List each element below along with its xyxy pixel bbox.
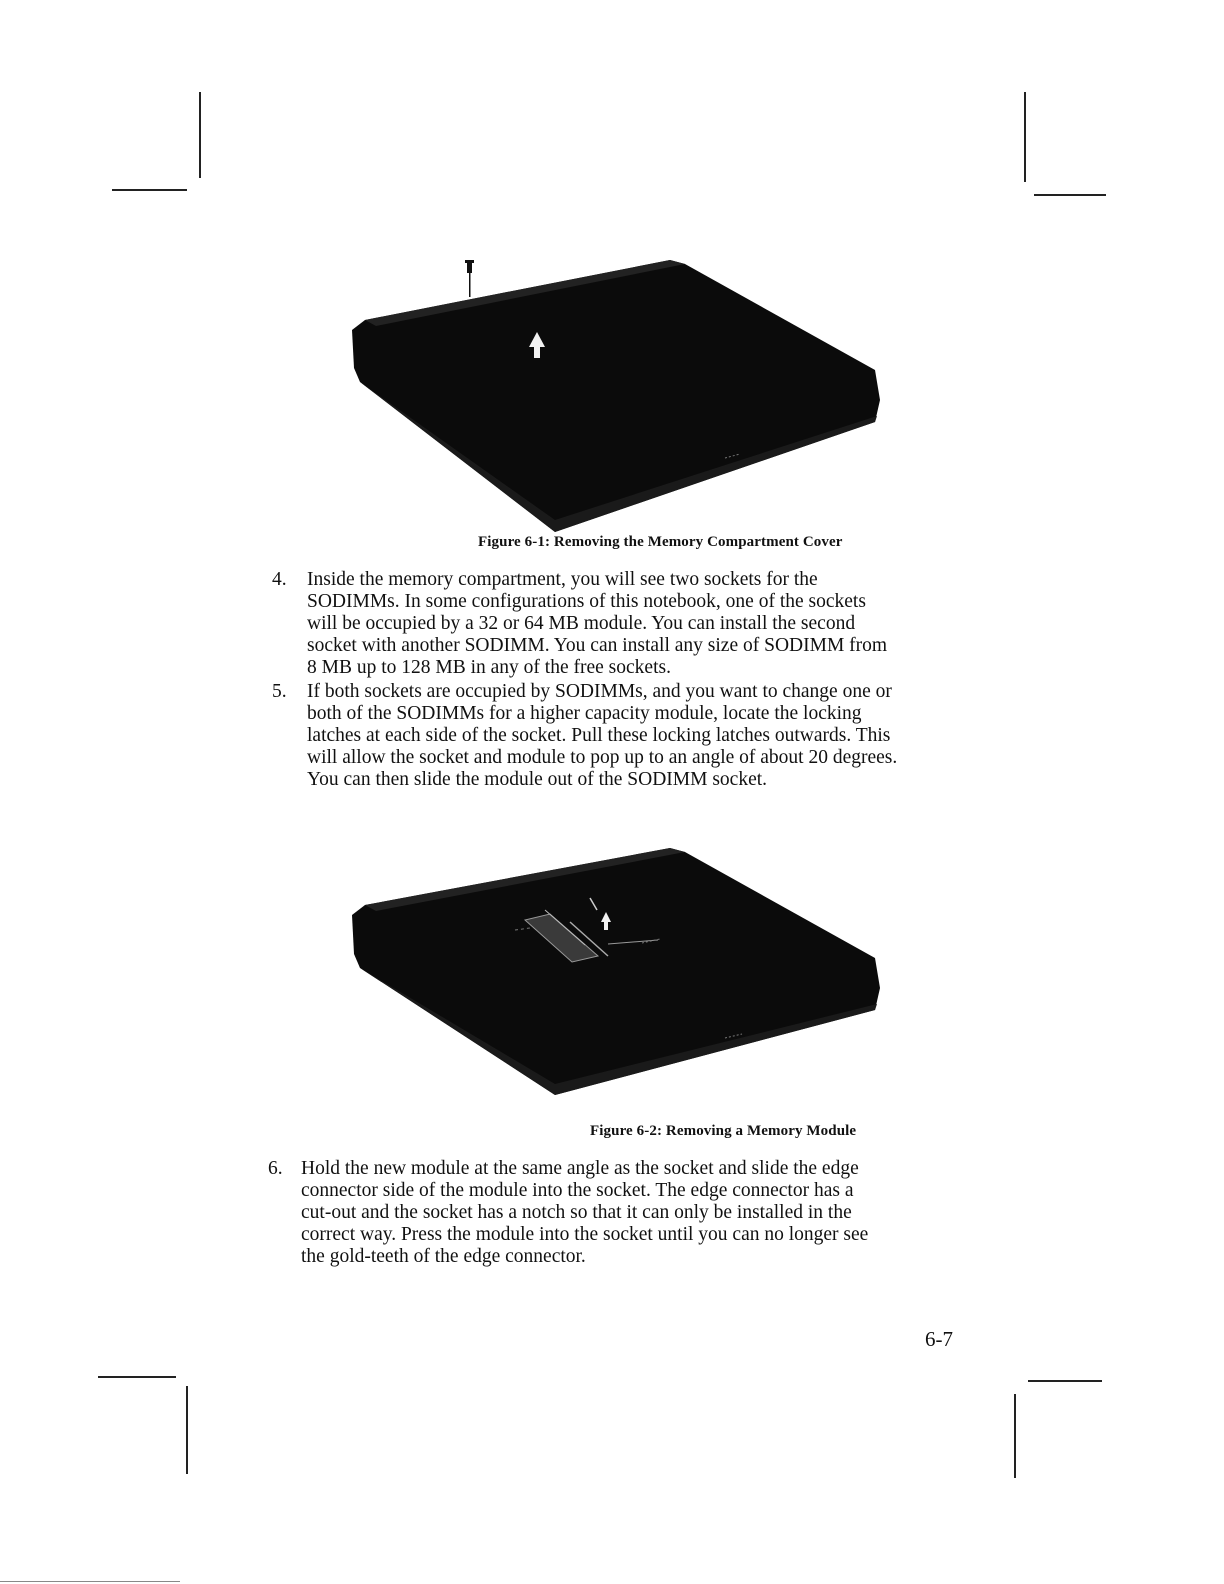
notebook-body [352,848,880,1095]
paragraph-line: If both sockets are occupied by SODIMMs, and you want to change one or [307,681,892,702]
crop-mark-top-left-horizontal [112,189,187,191]
step-number: 6. [268,1158,283,1179]
paragraph-line: 8 MB up to 128 MB in any of the free sockets. [307,657,671,678]
page-number: 6-7 [925,1327,953,1351]
notebook-body [352,260,880,532]
paragraph-line: You can then slide the module out of the SODIMM socket. [307,769,768,790]
scan-edge-rule [0,1581,180,1582]
crop-mark-bottom-right-vertical [1014,1394,1016,1478]
crop-mark-bottom-left-horizontal [98,1376,176,1378]
crop-mark-bottom-right-horizontal [1028,1380,1102,1382]
paragraph-line: will be occupied by a 32 or 64 MB module. You can install the second [307,613,856,634]
crop-mark-top-left-vertical [199,92,201,178]
figure-6-1-caption: Figure 6-1: Removing the Memory Compartment Cover [478,534,843,550]
crop-mark-bottom-left-vertical [186,1386,188,1474]
figure-6-1-illustration [340,250,900,535]
figure-6-2-illustration [340,840,900,1100]
paragraph-line: will allow the socket and module to pop up to an angle of about 20 degrees. [307,747,898,768]
step-number: 4. [272,569,287,590]
paragraph-line: cut-out and the socket has a notch so that it can only be installed in the [301,1202,852,1223]
paragraph-line: connector side of the module into the socket. The edge connector has a [301,1180,854,1201]
paragraph-line: latches at each side of the socket. Pull these locking latches outwards. This [307,725,891,746]
crop-mark-top-right-vertical [1024,92,1026,182]
figure-6-2-caption: Figure 6-2: Removing a Memory Module [590,1123,857,1139]
paragraph-line: both of the SODIMMs for a higher capacity module, locate the locking [307,703,862,724]
paragraph-line: the gold-teeth of the edge connector. [301,1246,586,1267]
screw-icon [465,260,474,297]
step-number: 5. [272,681,287,702]
paragraph-line: Hold the new module at the same angle as the socket and slide the edge [301,1158,859,1179]
paragraph-line: SODIMMs. In some configurations of this notebook, one of the sockets [307,591,866,612]
paragraph-line: correct way. Press the module into the socket until you can no longer see [301,1224,869,1245]
paragraph-line: socket with another SODIMM. You can install any size of SODIMM from [307,635,888,656]
paragraph-line: Inside the memory compartment, you will see two sockets for the [307,569,818,590]
crop-mark-top-right-horizontal [1034,194,1106,196]
